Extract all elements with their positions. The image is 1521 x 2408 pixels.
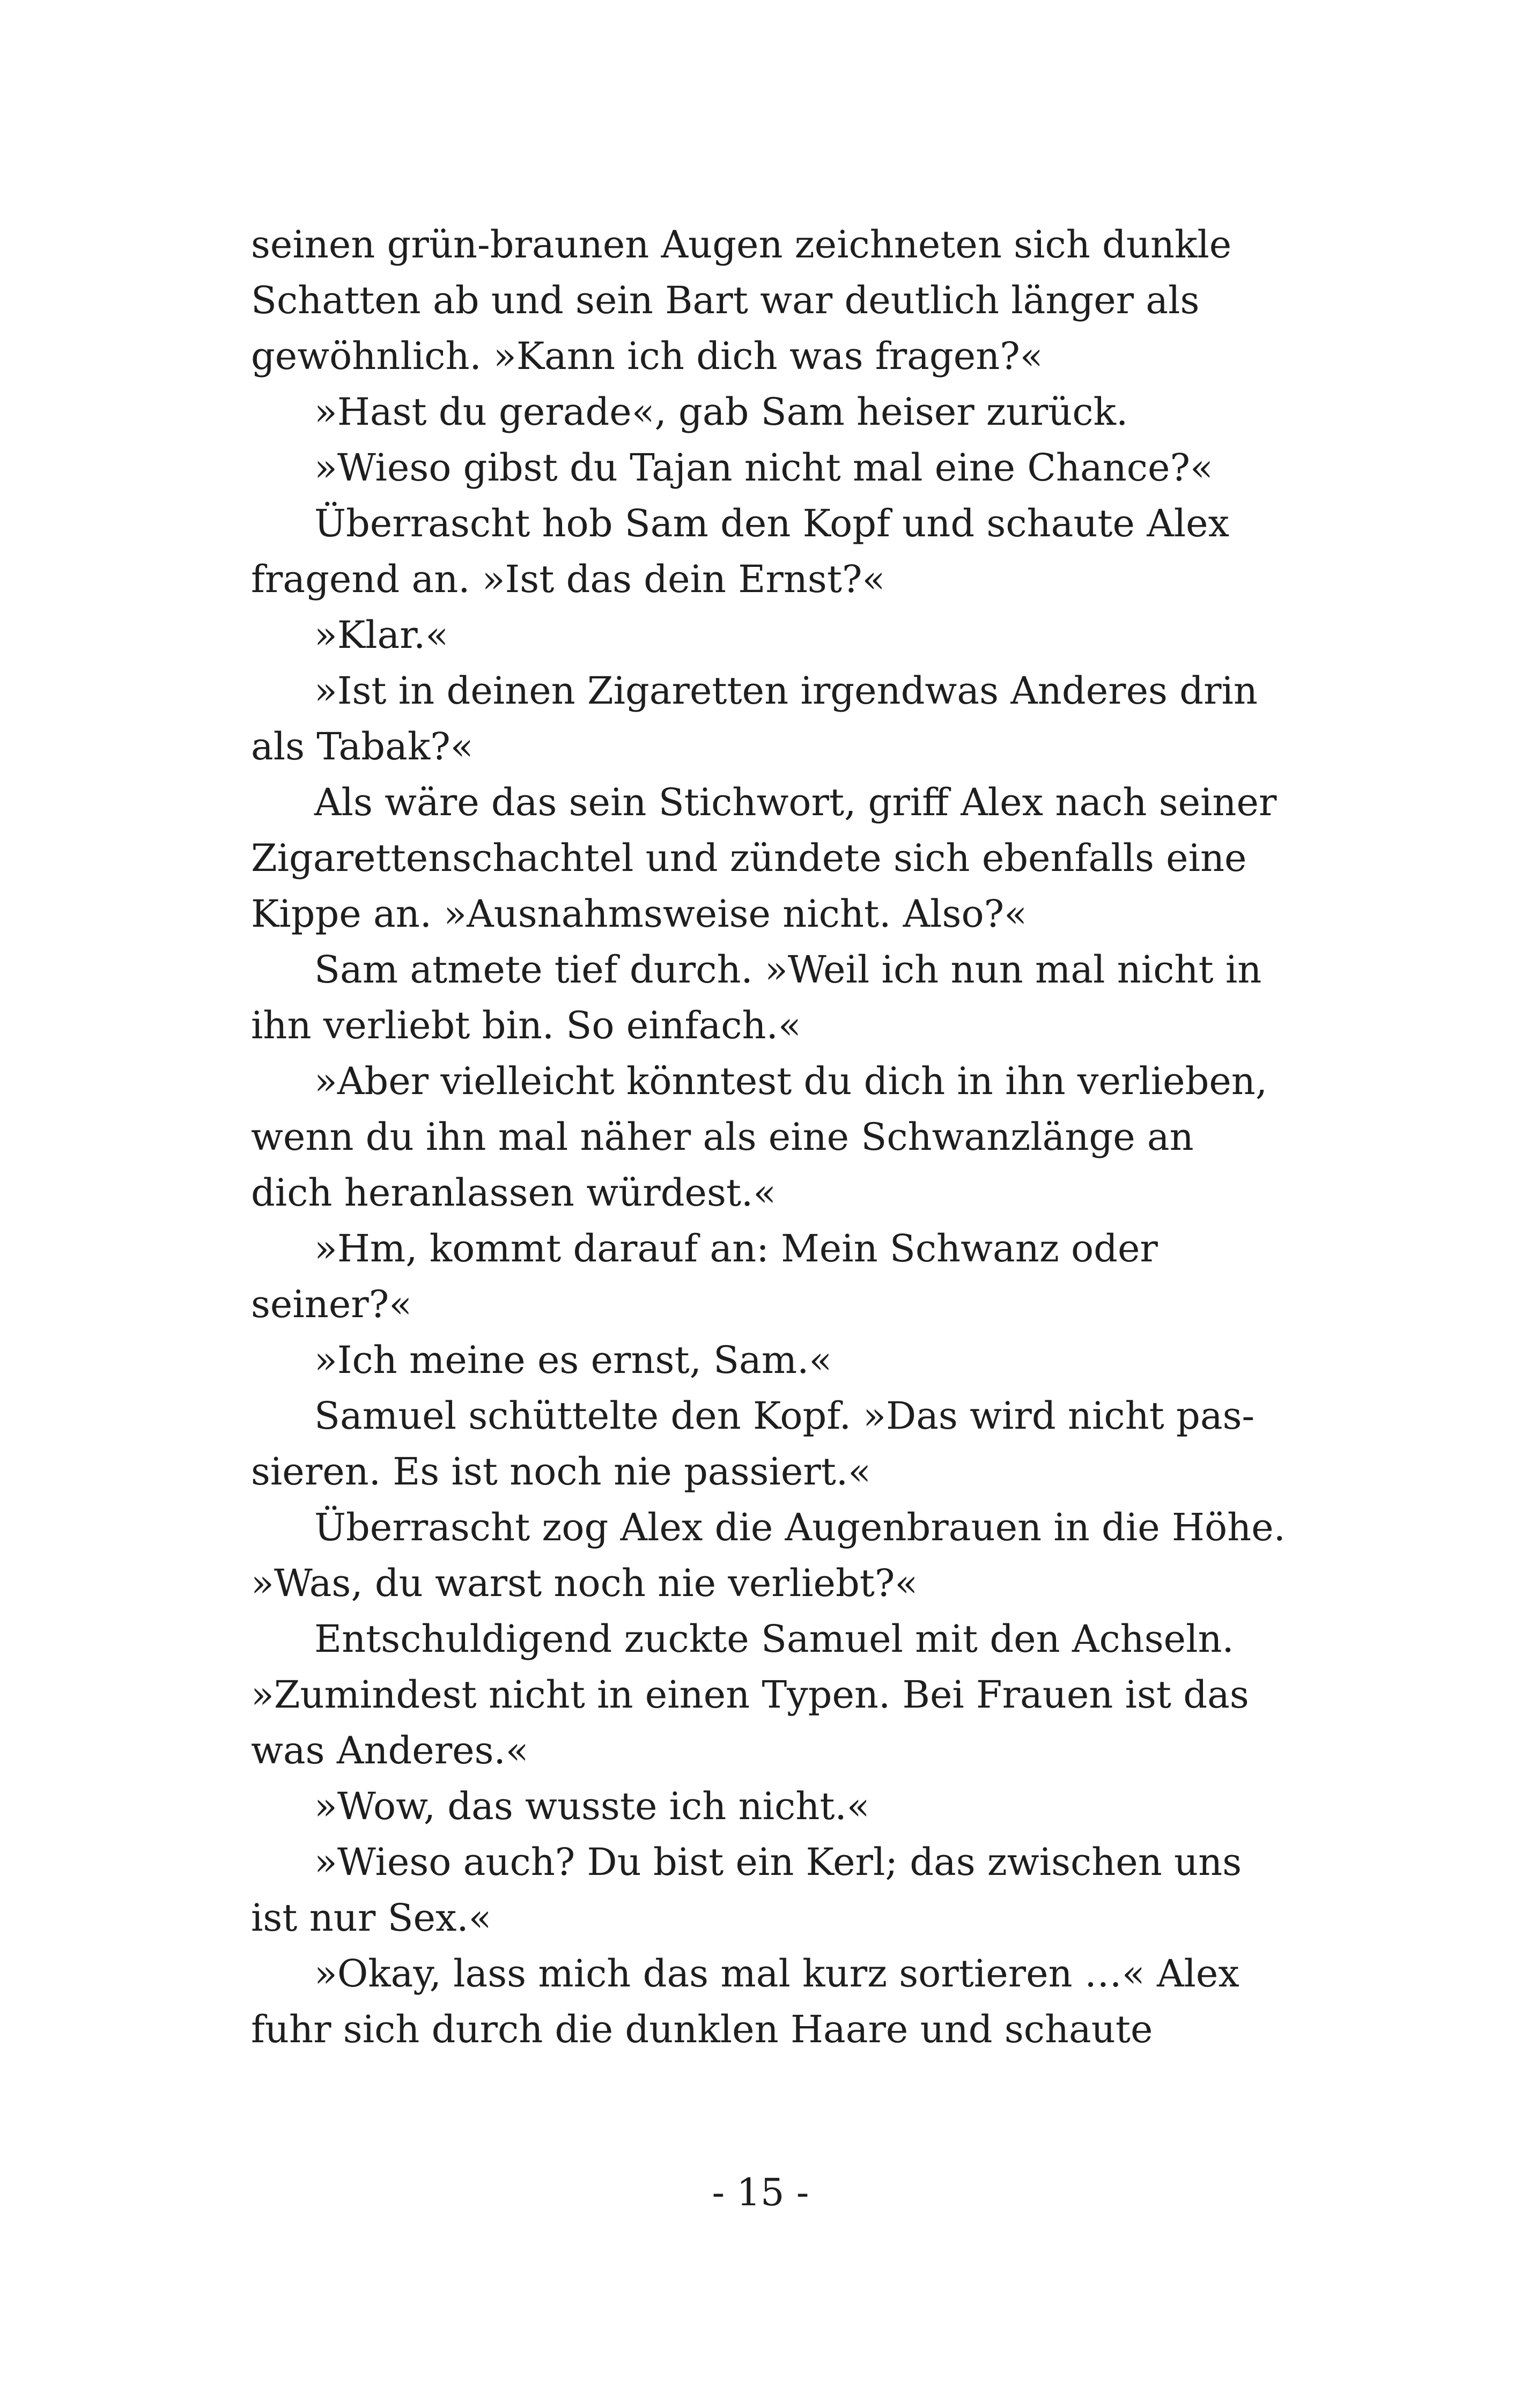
text-line: gewöhnlich. »Kann ich dich was fragen?« [251, 334, 1043, 378]
text-line: seinen grün-braunen Augen zeichneten sich dunkle [251, 223, 1232, 267]
text-line: seiner?« [251, 1282, 412, 1326]
text-line: ist nur Sex.« [251, 1896, 492, 1940]
paragraph-first-line: »Hm, kommt darauf an: Mein Schwanz oder [314, 1227, 1158, 1271]
text-line: Zigarettenschachtel und zündete sich ebenfalls eine [251, 836, 1247, 880]
paragraph-first-line: Überrascht zog Alex die Augenbrauen in die Höhe. [314, 1505, 1286, 1549]
text-line: wenn du ihn mal näher als eine Schwanzlänge an [251, 1115, 1194, 1159]
paragraph-first-line: »Ich meine es ernst, Sam.« [314, 1338, 832, 1382]
paragraph-first-line: »Wieso auch? Du bist ein Kerl; das zwischen uns [314, 1840, 1242, 1884]
paragraph-first-line: »Okay, lass mich das mal kurz sortieren …« Alex [314, 1952, 1239, 1996]
text-line: ihn verliebt bin. So einfach.« [251, 1003, 801, 1047]
paragraph-first-line: Entschuldigend zuckte Samuel mit den Achseln. [314, 1617, 1234, 1661]
paragraph-first-line: »Wow, das wusste ich nicht.« [314, 1784, 870, 1828]
text-line: als Tabak?« [251, 725, 474, 769]
paragraph-first-line: »Klar.« [314, 613, 449, 657]
text-line: Kippe an. »Ausnahmsweise nicht. Also?« [251, 892, 1027, 936]
paragraph-first-line: »Aber vielleicht könntest du dich in ihn verlieben, [314, 1059, 1268, 1103]
text-line: »Zumindest nicht in einen Typen. Bei Frauen ist das [251, 1673, 1249, 1717]
text-line: fragend an. »Ist das dein Ernst?« [251, 557, 885, 601]
paragraph-first-line: »Hast du gerade«, gab Sam heiser zurück. [314, 390, 1128, 434]
text-line: was Anderes.« [251, 1729, 529, 1772]
text-line: »Was, du warst noch nie verliebt?« [251, 1561, 918, 1605]
paragraph-first-line: »Ist in deinen Zigaretten irgendwas Anderes drin [314, 669, 1258, 713]
paragraph-first-line: Sam atmete tief durch. »Weil ich nun mal nicht in [314, 948, 1262, 992]
page-number: - 15 - [712, 2170, 809, 2214]
paragraph-first-line: Samuel schüttelte den Kopf. »Das wird nicht pas- [314, 1394, 1255, 1438]
text-line: sieren. Es ist noch nie passiert.« [251, 1450, 871, 1494]
text-line: Schatten ab und sein Bart war deutlich länger als [251, 278, 1200, 322]
text-line: dich heranlassen würdest.« [251, 1171, 777, 1215]
paragraph-first-line: Als wäre das sein Stichwort, griff Alex nach seiner [314, 780, 1277, 824]
paragraph-first-line: »Wieso gibst du Tajan nicht mal eine Chance?« [314, 446, 1213, 490]
body-text [251, 217, 1313, 2057]
paragraph-first-line: Überrascht hob Sam den Kopf und schaute Alex [314, 501, 1230, 545]
text-line: fuhr sich durch die dunklen Haare und schaute [251, 2007, 1153, 2051]
